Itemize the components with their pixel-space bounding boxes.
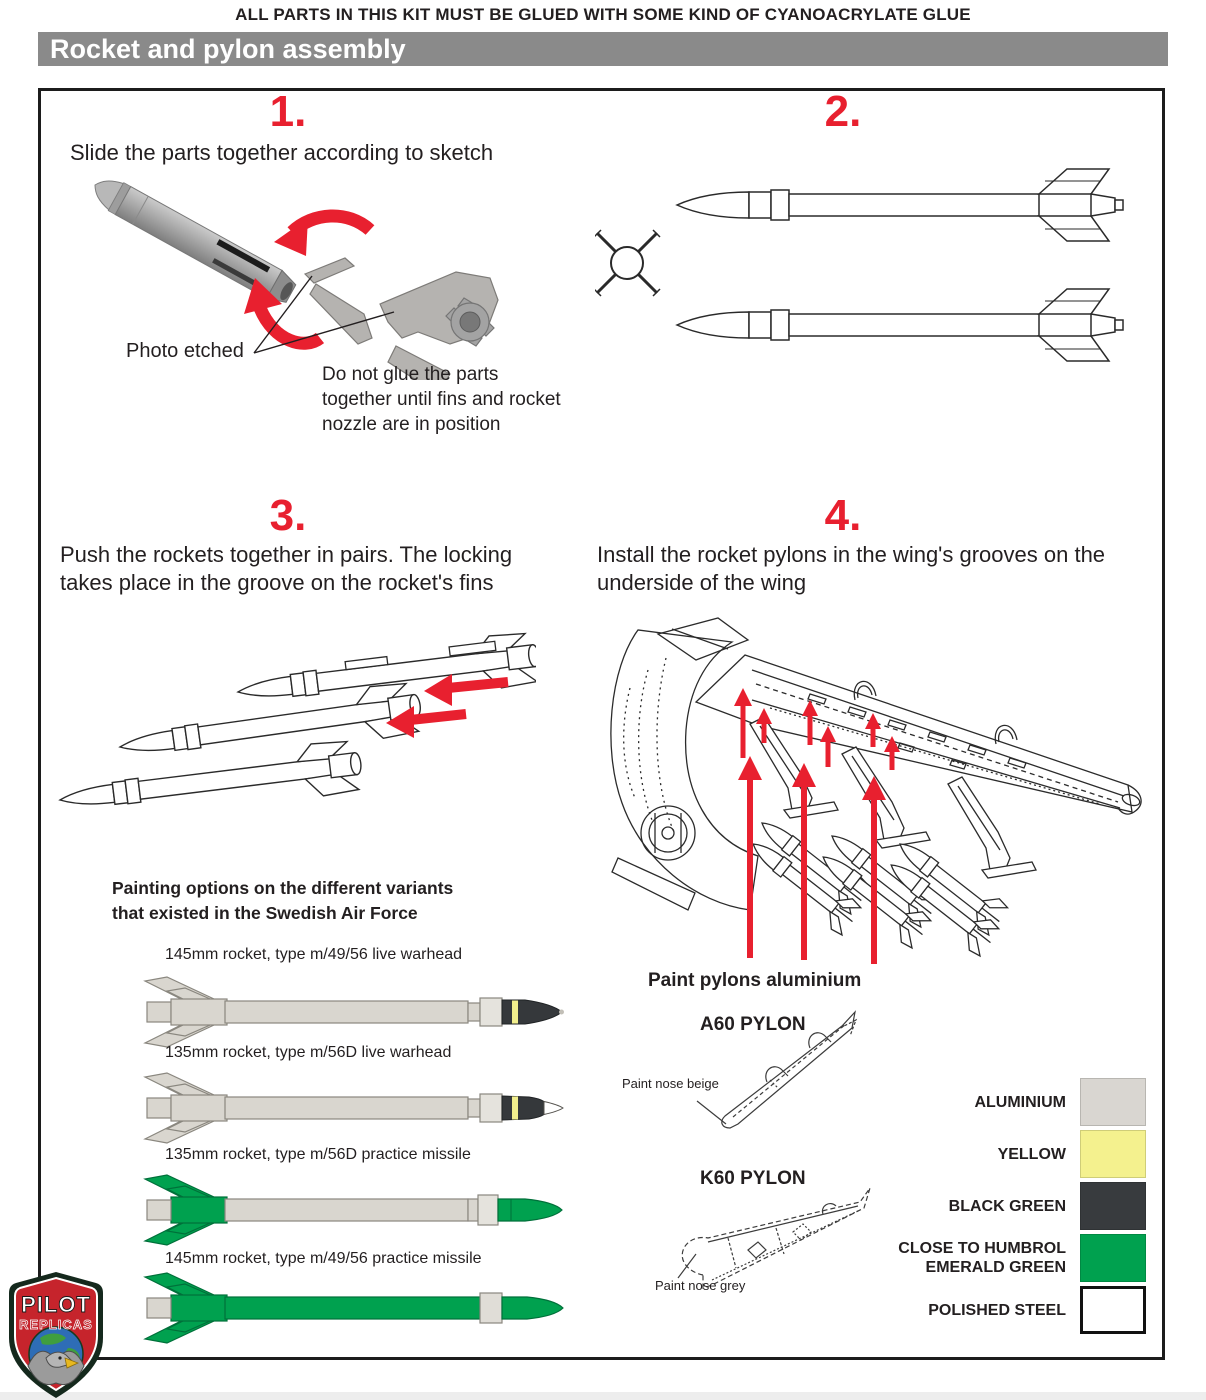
rocket-body [87, 171, 298, 308]
aircraft-fuselage [611, 630, 758, 910]
variant-rocket-145-practice [133, 1268, 565, 1348]
k60-pylon-illustration [608, 1180, 893, 1305]
legend-row-emerald [888, 1234, 1148, 1282]
rocket-outline-bottom [677, 289, 1123, 361]
photo-etched-label: Photo etched [126, 340, 244, 362]
variant-rocket-135-practice [133, 1170, 565, 1250]
color-legend [888, 1078, 1148, 1338]
wing-grooves [808, 694, 1026, 769]
yellow-swatch [1080, 1130, 1146, 1178]
red-arrow-1 [274, 216, 370, 256]
pylons-heading: Paint pylons aluminium [648, 970, 862, 991]
black-green-swatch [1080, 1182, 1146, 1230]
rocket-cross-section [595, 230, 660, 296]
a60-pylon-illustration [612, 998, 892, 1140]
step3-number: 3. [269, 491, 307, 540]
variant-caption-3: 135mm rocket, type m/56D practice missile [165, 1146, 471, 1163]
scan-edge-strip [0, 1392, 1206, 1400]
pilot-replicas-logo [2, 1270, 110, 1400]
section-banner: Rocket and pylon assembly [38, 32, 1168, 66]
legend-row-polished-steel [888, 1286, 1148, 1334]
legend-label: YELLOW [997, 1145, 1066, 1163]
logo-text-replicas: REPLICAS [19, 1317, 93, 1332]
aircraft-canopy [658, 618, 748, 660]
variant-rocket-145-live [133, 972, 565, 1052]
k60-paint-note: Paint nose grey [655, 1278, 746, 1293]
variant-caption-2: 135mm rocket, type m/56D live warhead [165, 1044, 452, 1061]
logo-text-pilot: PILOT [21, 1292, 91, 1317]
step3-illustration [48, 632, 536, 837]
variant-rocket-135-live [133, 1068, 565, 1148]
glue-warning-text: ALL PARTS IN THIS KIT MUST BE GLUED WITH SOME KIND OF CYANOACRYLATE GLUE [235, 5, 971, 24]
step4-illustration [600, 608, 1148, 968]
step1-number: 1. [269, 87, 307, 136]
step1-instruction: Slide the parts together according to sketch [70, 140, 494, 165]
red-arrow-push-1 [424, 674, 508, 706]
step1-note: Do not glue the parts together until fins and rocket nozzle are in position [322, 364, 561, 435]
legend-label: ALUMINIUM [974, 1093, 1066, 1111]
a60-paint-note: Paint nose beige [622, 1076, 719, 1091]
aluminium-swatch [1080, 1078, 1146, 1126]
emerald-green-swatch [1080, 1234, 1146, 1282]
step2-number: 2. [824, 87, 862, 136]
legend-label: POLISHED STEEL [928, 1301, 1066, 1319]
rocket-bottom [57, 738, 364, 828]
step4-number: 4. [824, 491, 862, 540]
step4-instruction: Install the rocket pylons in the wing's grooves on the underside of the wing [597, 542, 1106, 595]
legend-row-yellow [888, 1130, 1148, 1178]
a60-pylon-label: A60 PYLON [700, 1014, 806, 1035]
legend-label: CLOSE TO HUMBROL EMERALD GREEN [898, 1240, 1066, 1276]
variant-caption-4: 145mm rocket, type m/49/56 practice missile [165, 1250, 482, 1267]
painting-heading: Painting options on the different variants that existed in the Swedish Air Force [112, 878, 454, 923]
pylon-3 [948, 777, 1036, 878]
variant-caption-1: 145mm rocket, type m/49/56 live warhead [165, 946, 463, 963]
legend-label: BLACK GREEN [948, 1197, 1066, 1215]
legend-row-aluminium [888, 1078, 1148, 1126]
step2-illustration [595, 148, 1147, 398]
step3-instruction: Push the rockets together in pairs. The locking takes place in the groove on the rocket's fins [60, 542, 513, 595]
legend-row-black-green [888, 1182, 1148, 1230]
k60-pylon-label: K60 PYLON [700, 1168, 806, 1189]
rocket-outline-top [677, 169, 1123, 241]
polished-steel-swatch [1080, 1286, 1146, 1334]
